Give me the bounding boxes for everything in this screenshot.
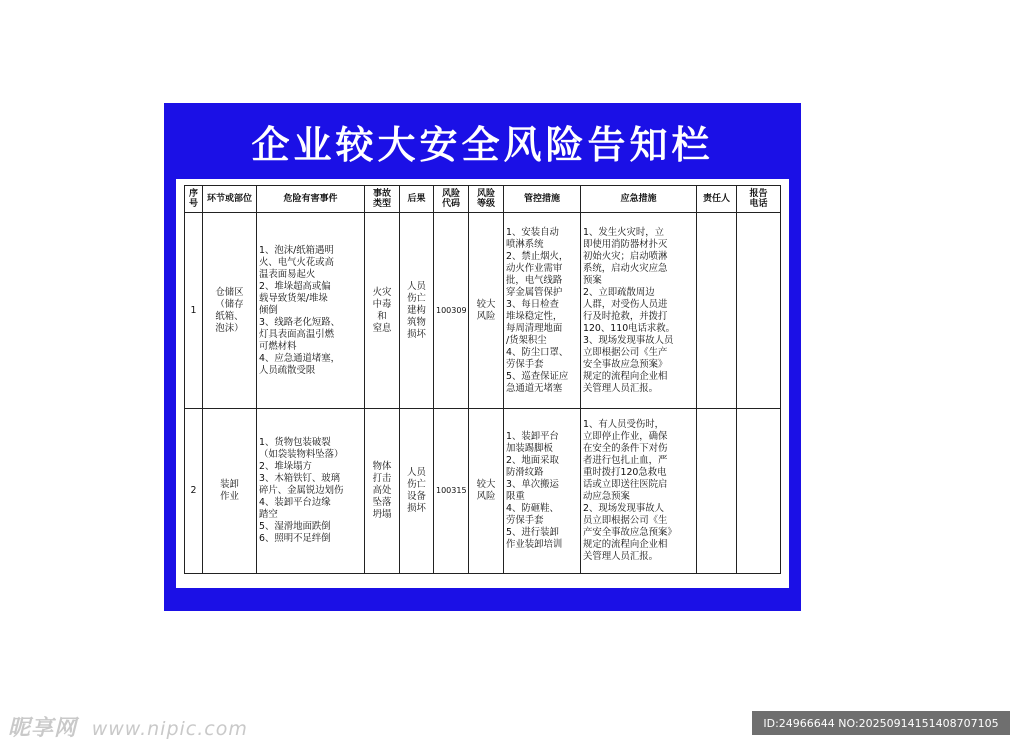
notice-board [164,103,801,611]
row-location: 仓储区 （储存 纸箱、 泡沫） [203,213,257,409]
watermark-brand: 昵享网 [8,716,78,741]
row-phone [737,213,781,409]
table-row [185,409,781,574]
row-consequence: 人员 伤亡 设备 损坏 [400,409,434,574]
row-consequence: 人员 伤亡 建构 筑物 损坏 [400,213,434,409]
header-phone: 报告 电话 [737,186,781,213]
header-control: 管控措施 [504,186,581,213]
header-hazard: 危险有害事件 [257,186,365,213]
row-accident-type: 物体 打击 高处 坠落 坍塌 [365,409,400,574]
row-responsible [697,213,737,409]
risk-table [184,185,781,574]
header-responsible: 责任人 [697,186,737,213]
bottom-bar [164,588,801,611]
row-no: 2 [185,409,203,574]
row-risk-code: 100309 [434,213,469,409]
row-risk-level: 较大 风险 [469,409,504,574]
row-location: 装卸 作业 [203,409,257,574]
header-risk-level: 风险 等级 [469,186,504,213]
header-location: 环节或部位 [203,186,257,213]
row-control: 1、安装自动 喷淋系统 2、禁止烟火， 动火作业需审 批，电气线路 穿金属管保护 3、每日检查 堆垛稳定性， 每周清理地面 /货架积尘 4、防尘口罩、 劳保手套 5、巡查保证应 急通道无堵塞 [504,213,581,409]
table-panel [176,179,789,588]
row-responsible [697,409,737,574]
table-header-row [185,186,781,213]
watermark-url: www.nipic.com [91,718,248,740]
row-hazard: 1、货物包装破裂 （如袋装物料坠落） 2、堆垛塌方 3、木箱铁钉、玻璃 碎片、金属锐边划伤 4、装卸平台边缘 踏空 5、湿滑地面跌倒 6、照明不足绊倒 [257,409,365,574]
header-consequence: 后果 [400,186,434,213]
header-emergency: 应急措施 [581,186,697,213]
row-emergency: 1、有人员受伤时， 立即停止作业，确保 在安全的条件下对伤 者进行包扎止血，严 重时拨打120急救电 话或立即送往医院启 动应急预案 2、现场发现事故人 员立即根据公司《生 产安全事故应急预案》 规定的流程向企业相 关管理人员汇报。 [581,409,697,574]
header-risk-code: 风险 代码 [434,186,469,213]
header-accident-type: 事故 类型 [365,186,400,213]
row-risk-level: 较大 风险 [469,213,504,409]
row-accident-type: 火灾 中毒 和 窒息 [365,213,400,409]
row-phone [737,409,781,574]
table-row [185,213,781,409]
row-emergency: 1、发生火灾时，立 即使用消防器材扑灭 初始火灾；启动喷淋 系统，启动火灾应急 预案 2、立即疏散周边 人群，对受伤人员进 行及时抢救，并拨打 120、110电话求救。 3、现场发现事故人员 立即根据公司《生产 安全事故应急预案》 规定的流程向企业相 关管理人员汇报。 [581,213,697,409]
row-no: 1 [185,213,203,409]
row-risk-code: 100315 [434,409,469,574]
row-hazard: 1、泡沫/纸箱遇明 火、电气火花或高 温表面易起火 2、堆垛超高或偏 载导致货架/堆垛 倾倒 3、线路老化短路、 灯具表面高温引燃 可燃材料 4、应急通道堵塞， 人员疏散受限 [257,213,365,409]
header-no: 序 号 [185,186,203,213]
board-title: 企业较大安全风险告知栏 [251,122,714,167]
watermark [8,711,248,742]
image-id-label: ID:24966644 NO:20250914151408707105 [752,711,1010,735]
row-control: 1、装卸平台 加装踢脚板 2、地面采取 防滑纹路 3、单次搬运 限重 4、防砸鞋、 劳保手套 5、进行装卸 作业装卸培训 [504,409,581,574]
